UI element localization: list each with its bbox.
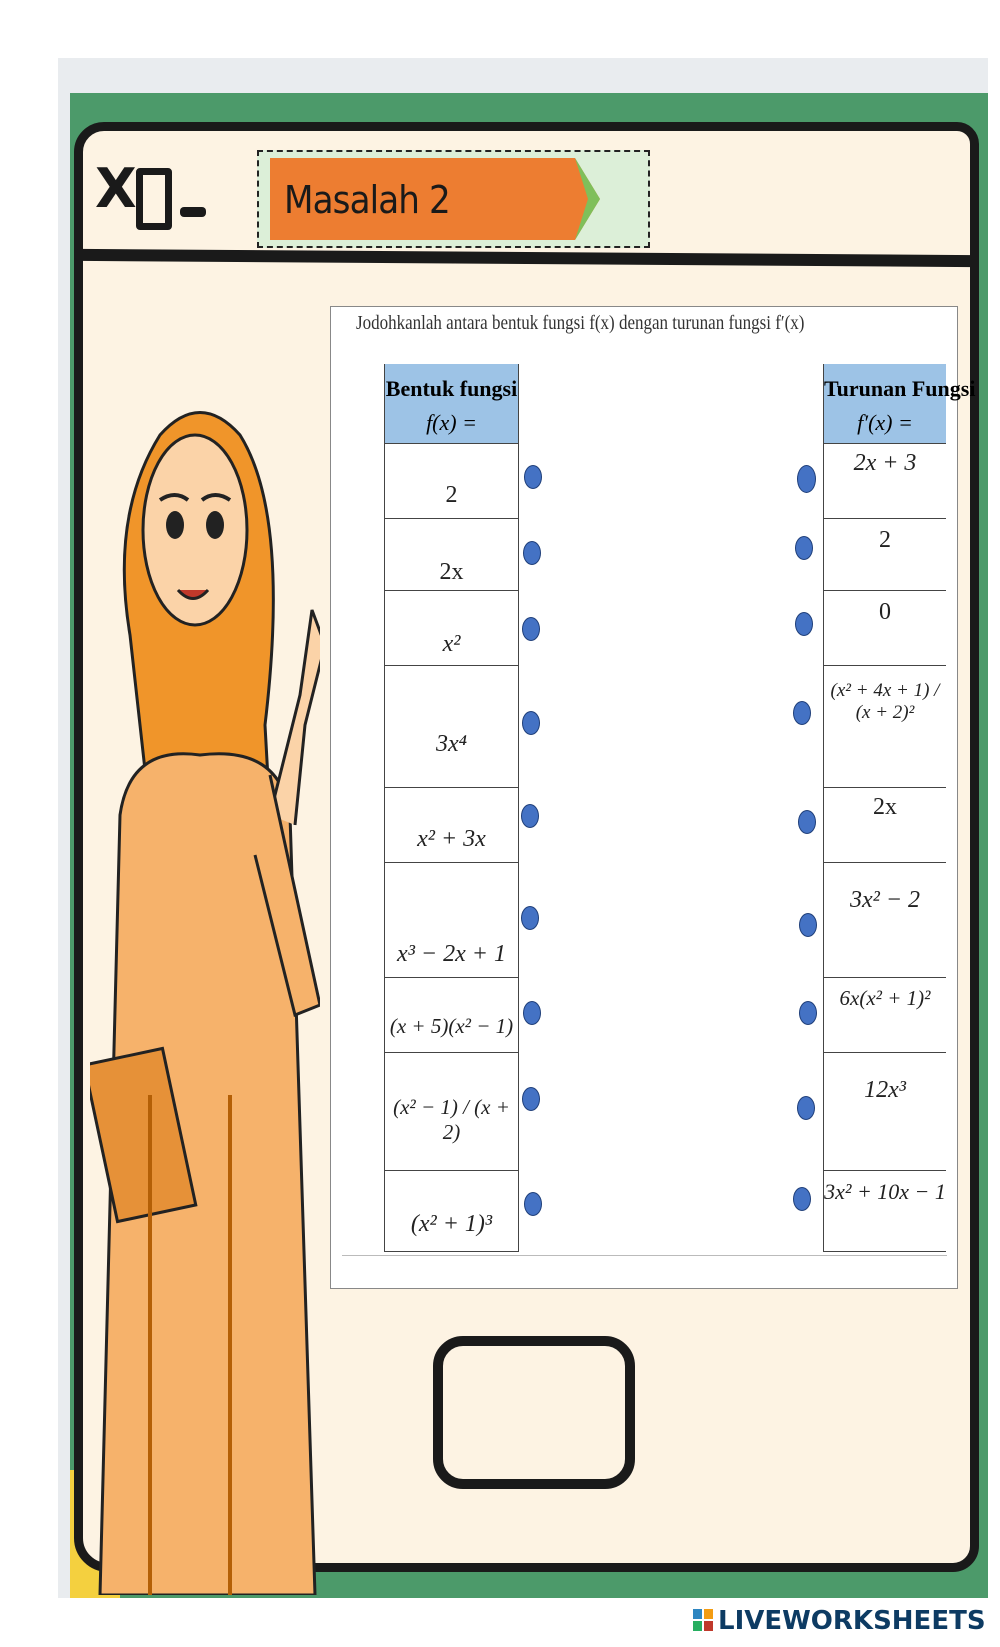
left-item: 2	[445, 482, 458, 508]
right-cell	[824, 1171, 946, 1252]
close-icon[interactable]: X	[95, 157, 137, 220]
left-item: (x² − 1) / (x + 2)	[393, 1095, 510, 1144]
right-match-dot[interactable]	[793, 1187, 811, 1211]
right-header-line1: Turunan Fungsi	[824, 376, 976, 401]
right-match-dot[interactable]	[795, 536, 813, 560]
home-button[interactable]	[433, 1336, 635, 1489]
minimize-icon[interactable]	[180, 207, 206, 217]
right-table-header	[824, 364, 976, 444]
right-cell	[824, 591, 946, 666]
left-cell	[385, 863, 518, 978]
left-table-header	[385, 364, 518, 444]
right-item: 2	[879, 527, 891, 553]
left-cell	[385, 1171, 518, 1252]
left-item: x² + 3x	[417, 826, 486, 852]
left-header-line1: Bentuk fungsi	[385, 376, 518, 401]
left-match-dot[interactable]	[522, 617, 540, 641]
right-match-dot[interactable]	[795, 612, 813, 636]
right-item: 3x² + 10x − 1	[824, 1179, 946, 1204]
right-table	[823, 364, 976, 1252]
left-cell	[385, 666, 518, 788]
worksheet-divider	[342, 1255, 947, 1256]
right-cell	[824, 788, 946, 863]
left-cell	[385, 1053, 518, 1171]
right-item: 2x	[873, 794, 897, 820]
left-cell	[385, 591, 518, 666]
left-cell	[385, 788, 518, 863]
worksheet-instruction: Jodohkanlah antara bentuk fungsi f(x) dengan turunan fungsi f′(x)	[356, 312, 805, 334]
right-item: 6x(x² + 1)²	[839, 986, 931, 1010]
right-cell	[824, 519, 946, 591]
left-match-dot[interactable]	[522, 711, 540, 735]
left-match-dot[interactable]	[523, 541, 541, 565]
left-header-line2: f(x) =	[426, 410, 477, 435]
left-match-dot[interactable]	[523, 1001, 541, 1025]
right-match-dot[interactable]	[793, 701, 811, 725]
left-item: (x² + 1)³	[410, 1211, 493, 1237]
left-match-dot[interactable]	[521, 906, 539, 930]
right-match-dot[interactable]	[797, 1096, 815, 1120]
left-cell	[385, 978, 518, 1053]
right-cell	[824, 444, 946, 519]
teacher-illustration	[90, 395, 320, 1595]
right-item: 3x² − 2	[849, 887, 921, 913]
left-match-dot[interactable]	[521, 804, 539, 828]
right-cell	[824, 863, 946, 978]
right-cell	[824, 666, 946, 788]
left-item: x³ − 2x + 1	[397, 941, 506, 967]
right-item: 2x + 3	[853, 450, 917, 476]
right-cell	[824, 1053, 946, 1171]
left-item: 2x	[439, 559, 464, 585]
right-cell	[824, 978, 946, 1053]
left-item: x²	[442, 631, 461, 657]
left-match-dot[interactable]	[524, 465, 542, 489]
right-item: 12x³	[864, 1077, 906, 1103]
maximize-icon[interactable]	[136, 168, 172, 230]
right-header-line2: f′(x) =	[857, 410, 913, 435]
right-item: 0	[879, 599, 891, 625]
left-cell	[385, 444, 518, 519]
right-match-dot[interactable]	[799, 913, 817, 937]
brand-label: LIVEWORKSHEETS	[718, 1606, 986, 1636]
right-match-dot[interactable]	[797, 465, 816, 493]
left-item: 3x⁴	[436, 731, 467, 757]
left-match-dot[interactable]	[524, 1192, 542, 1216]
page-title: Masalah 2	[284, 178, 450, 222]
left-match-dot[interactable]	[522, 1087, 540, 1111]
right-match-dot[interactable]	[799, 1001, 817, 1025]
right-item: (x² + 4x + 1) / (x + 2)²	[830, 680, 940, 723]
left-table	[384, 364, 519, 1252]
right-match-dot[interactable]	[798, 810, 816, 834]
left-item: (x + 5)(x² − 1)	[389, 1014, 514, 1038]
liveworksheets-logo-icon	[693, 1609, 713, 1631]
left-cell	[385, 519, 518, 591]
